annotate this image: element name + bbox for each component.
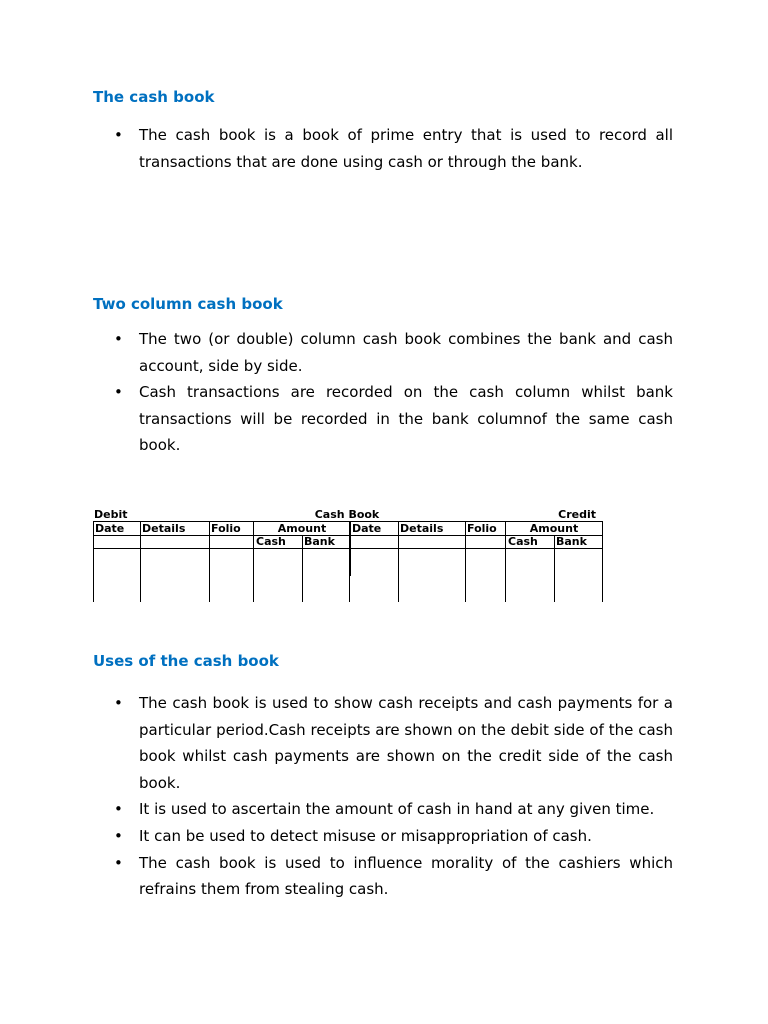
sub-header-cash: Cash <box>508 535 538 548</box>
list-item <box>0 122 673 175</box>
list-item <box>0 823 673 850</box>
list-item <box>0 690 673 796</box>
list-item <box>0 796 673 823</box>
bullet-icon: • <box>114 800 123 819</box>
list-item-text: Cash transactions are recorded on the cash column whilst bank transactions will be recorded in the bank columnof the same cash book. <box>139 383 673 455</box>
bullet-icon: • <box>114 383 123 402</box>
bullet-list-cash-book <box>0 122 673 175</box>
cash-book-table <box>93 508 603 602</box>
list-item-text: It can be used to detect misuse or misappropriation of cash. <box>139 826 592 845</box>
column-header-details: Details <box>400 522 444 535</box>
column-header-folio: Folio <box>211 522 241 535</box>
credit-label: Credit <box>558 508 596 521</box>
heading-uses-of-the-cash-book: Uses of the cash book <box>93 652 279 670</box>
heading-the-cash-book: The cash book <box>93 88 215 106</box>
list-item <box>0 379 673 459</box>
column-header-amount: Amount <box>529 522 579 535</box>
bullet-icon: • <box>114 853 123 872</box>
column-header-details: Details <box>142 522 186 535</box>
debit-label: Debit <box>94 508 128 521</box>
bullet-list-two-column <box>0 326 673 459</box>
sub-header-bank: Bank <box>556 535 587 548</box>
cash-book-title: Cash Book <box>314 508 380 521</box>
bullet-icon: • <box>114 330 123 348</box>
bullet-icon: • <box>114 826 123 845</box>
column-header-folio: Folio <box>467 522 497 535</box>
column-header-date: Date <box>352 522 382 535</box>
list-item-text: The cash book is used to show cash receipts and cash payments for a particular period.Cash receipts are shown on the debit side of the cash book whilst cash payments are shown on the credit side of the cash book. <box>139 694 673 792</box>
bullet-list-uses <box>0 690 673 903</box>
list-item-text: The cash book is a book of prime entry that is used to record all transactions that are done using cash or through the bank. <box>139 126 673 171</box>
list-item-text: The cash book is used to influence morality of the cashiers which refrains them from stealing cash. <box>139 853 673 899</box>
list-item <box>0 850 673 903</box>
list-item-text: The two (or double) column cash book combines the bank and cash account, side by side. <box>139 330 673 375</box>
column-header-amount: Amount <box>277 522 327 535</box>
sub-header-bank: Bank <box>304 535 335 548</box>
bullet-icon: • <box>114 694 123 712</box>
list-item-text: It is used to ascertain the amount of cash in hand at any given time. <box>139 800 655 819</box>
bullet-icon: • <box>114 126 123 144</box>
heading-two-column-cash-book: Two column cash book <box>93 295 283 313</box>
sub-header-cash: Cash <box>256 535 286 548</box>
list-item <box>0 326 673 379</box>
column-header-date: Date <box>95 522 125 535</box>
